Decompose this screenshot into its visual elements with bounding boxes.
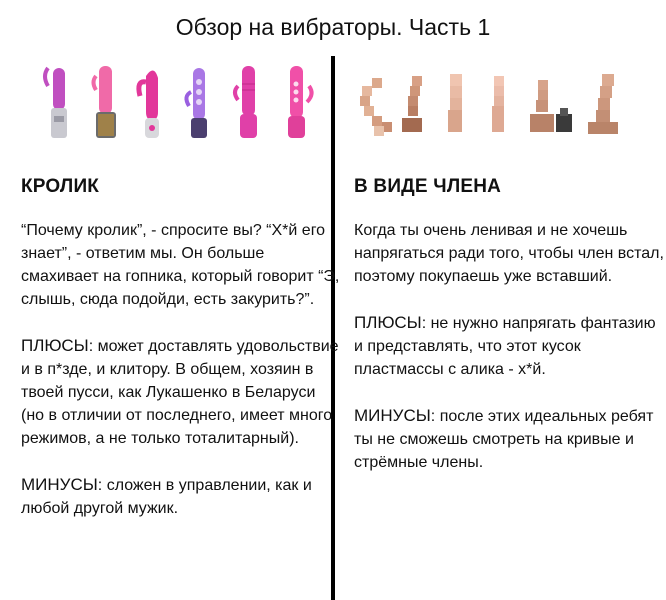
realistic-cons-text: : после этих идеальных ребят ты не сможешь смотреть на кривые и стрёмные члены.: [354, 408, 654, 471]
rabbit-pros-label: ПЛЮСЫ: [21, 336, 89, 355]
realistic-products-image: [352, 56, 662, 148]
rabbit-heading: КРОЛИК: [21, 176, 100, 197]
rabbit-body: [21, 219, 341, 543]
realistic-cons-label: МИНУСЫ: [354, 406, 431, 425]
rabbit-column: [8, 56, 340, 517]
rabbit-products-image: [8, 56, 323, 148]
rabbit-intro: “Почему кролик”, - спросите вы? “Х*й его знает”, - ответим мы. Он больше смахивает на гопника, который говорит “Э, слышь, сюда подойди, есть закурить?”.: [21, 222, 340, 308]
rabbit-product-4: [186, 68, 207, 138]
realistic-product-2: [402, 76, 422, 132]
realistic-pros: [354, 311, 664, 381]
rabbit-product-1: [45, 68, 67, 138]
realistic-product-1: [360, 78, 392, 136]
realistic-product-3: [448, 74, 462, 132]
realistic-pros-label: ПЛЮСЫ: [354, 313, 422, 332]
rabbit-product-3: [139, 70, 159, 138]
rabbit-cons: [21, 473, 341, 520]
realistic-product-4: [492, 76, 504, 132]
rabbit-cons-label: МИНУСЫ: [21, 475, 98, 494]
realistic-pros-text: : не нужно напрягать фантазию и представлять, что этот кусок пластмассы с алика - х*й.: [354, 315, 656, 378]
rabbit-product-5: [235, 66, 257, 138]
rabbit-product-6: [288, 66, 312, 138]
realistic-cons: [354, 404, 664, 474]
realistic-product-6: [588, 74, 618, 134]
realistic-body: [354, 219, 664, 497]
realistic-heading: В ВИДЕ ЧЛЕНА: [354, 176, 502, 197]
page-title: Обзор на вибраторы. Часть 1: [175, 14, 491, 40]
rabbit-pros-text: : может доставлять удовольствие и в п*зде, и клитору. В общем, хозяин в твоей пусси, как Лукашенко в Беларуси (но в отличии от последнего, имеет много режимов, а не только тоталитарный).: [21, 338, 339, 447]
rabbit-cons-text: : сложен в управлении, как и любой другой мужик.: [21, 477, 312, 517]
realistic-column: [352, 56, 664, 471]
realistic-intro: Когда ты очень ленивая и не хочешь напрягаться ради того, чтобы член встал, поэтому покупаешь уже вставший.: [354, 222, 664, 285]
rabbit-product-2: [94, 66, 117, 138]
rabbit-pros: [21, 334, 341, 450]
realistic-product-5: [530, 80, 572, 132]
